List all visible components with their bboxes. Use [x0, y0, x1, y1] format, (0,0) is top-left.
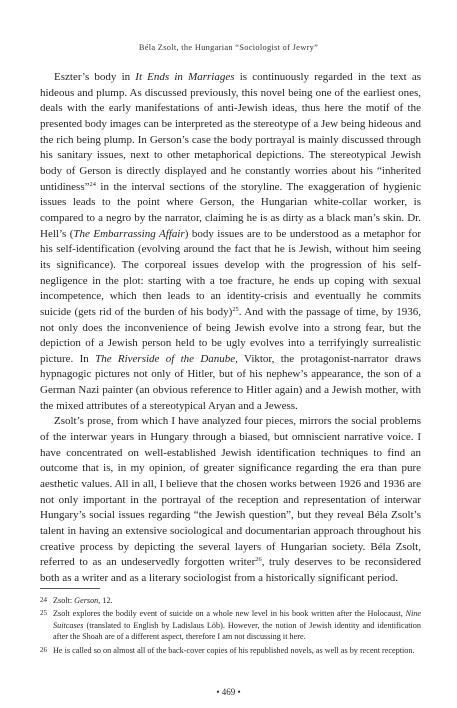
italic-title: Gerson — [74, 596, 99, 605]
footnote-text — [53, 645, 421, 656]
text-run: Zsolt: — [53, 596, 75, 605]
italic-title: It Ends in Marriages — [135, 71, 235, 83]
italic-title: The Embarrassing Affair — [73, 227, 185, 240]
footnote-number: 26 — [40, 645, 47, 654]
text-run: Zsolt’s prose, from which I have analyzed four pieces, mirrors the social problems of the interwar years in Hungary through a biased, but omniscient narrative voice. I have concentrated on well-established Jewish identification techniques to find an outcome that is, in my opinion, of greater significance regarding the era than pure aesthetic values. All in all, I believe that the chosen works between 1926 and 1936 are not only important in the portrayal of the reception and representation of interwar Hungary’s social issues regarding “the Jewish question”, but they reveal Béla Zsolt’s talent in having an extensive sociological and documentarian approach throughout his creative process by depicting the several layers of Hungarian society. Béla Zsolt, referred to as an undeservedly forgotten writer — [40, 415, 421, 569]
paragraph — [40, 414, 421, 586]
footnote-ref: 24 — [89, 180, 96, 188]
text-run: , truly deserves to be reconsidered both as a writer and as a literary sociologist from a historically significant period. — [40, 556, 422, 584]
footnote-text — [53, 608, 421, 642]
text-run: , Viktor, the protagonist-narrator draws hypnagogic pictures not only of Hitler, but of his nephew’s appearance, the son of a German Nazi painter (an obvious reference to Hitler again) and a Jewish mother, with the mixed attributes of a stereotypical Aryan and a Jewess. — [40, 352, 421, 412]
page-number: • 469 • — [216, 687, 241, 697]
italic-title: The Riverside of the Danube — [95, 352, 236, 365]
footnotes — [40, 588, 421, 658]
text-run: , 12. — [98, 596, 113, 605]
footnote-number: 25 — [40, 609, 47, 618]
footnote — [40, 608, 421, 642]
text-run: ) body issues are to be understood as a metaphor for his self-identification (evolving around the fact that he is Jewish, without him seeing its significance). The corporeal issues develop with the progression of his self-negligence in the plot: starting with a toe fracture, he ends up coping with sexual incompetence, which then leads to an identity-crisis and eventually he commits suicide (gets rid of the burden of his body) — [40, 227, 422, 318]
text-run: . And with the passage of time, by 1936, not only does the inconvenience of being Jewish evolve into a strong fear, but the depiction of a Jewish person held to be ugly evolves into a terrifyingly surrealistic picture. In — [40, 305, 421, 365]
footnote-list — [40, 595, 421, 656]
running-head: Béla Zsolt, the Hungarian “Sociologist of Jewry” — [138, 43, 319, 52]
text-run: Zsolt explores the bodily event of suicide on a whole new level in his book written after the Holocaust, — [53, 609, 406, 619]
footnote-ref: 25 — [232, 305, 239, 313]
footnote-number: 24 — [40, 596, 47, 604]
footnote-ref: 26 — [255, 556, 262, 564]
footnote-text — [53, 595, 421, 606]
footnote — [40, 595, 421, 606]
text-run: is continuously regarded in the text as hideous and plump. As discussed previously, this novel being one of the earliest ones, deals with the early manifestations of anti-Jewish ideas, thus here the motif of the presented body images can be interpreted as the stereotype of a Jew being hideous and the rich being plump. In Gerson’s case the body portrayal is mainly discussed through his sanitary issues, next to other metaphorical depictions. The stereotypical Jewish body of Gerson is directly displayed and he constantly worries about his “inherited untidiness” — [40, 71, 421, 193]
text-run: (translated to English by Ladislaus Löb). However, the notion of Jewish identity and identification after the Shoah are of a different aspect, therefore I am not discussing it here. — [53, 620, 421, 642]
footnote — [40, 645, 421, 656]
footnote-rule — [40, 588, 100, 589]
text-run: in the interval sections of the storyline. The exaggeration of hygienic issues leads to the point where Gerson, the Hungarian white-collar worker, is compared to a negro by the narrator, claiming he is as dirty as a black man’s skin. Dr. Hell’s ( — [40, 180, 421, 240]
text-run: Eszter’s body in — [54, 71, 136, 83]
paragraph — [40, 70, 421, 414]
text-run: He is called so on almost all of the back-cover copies of his republished novels, as well as by recent reception. — [53, 645, 415, 655]
main-text — [40, 70, 421, 587]
italic-title: Nine Suitcases — [53, 609, 421, 630]
